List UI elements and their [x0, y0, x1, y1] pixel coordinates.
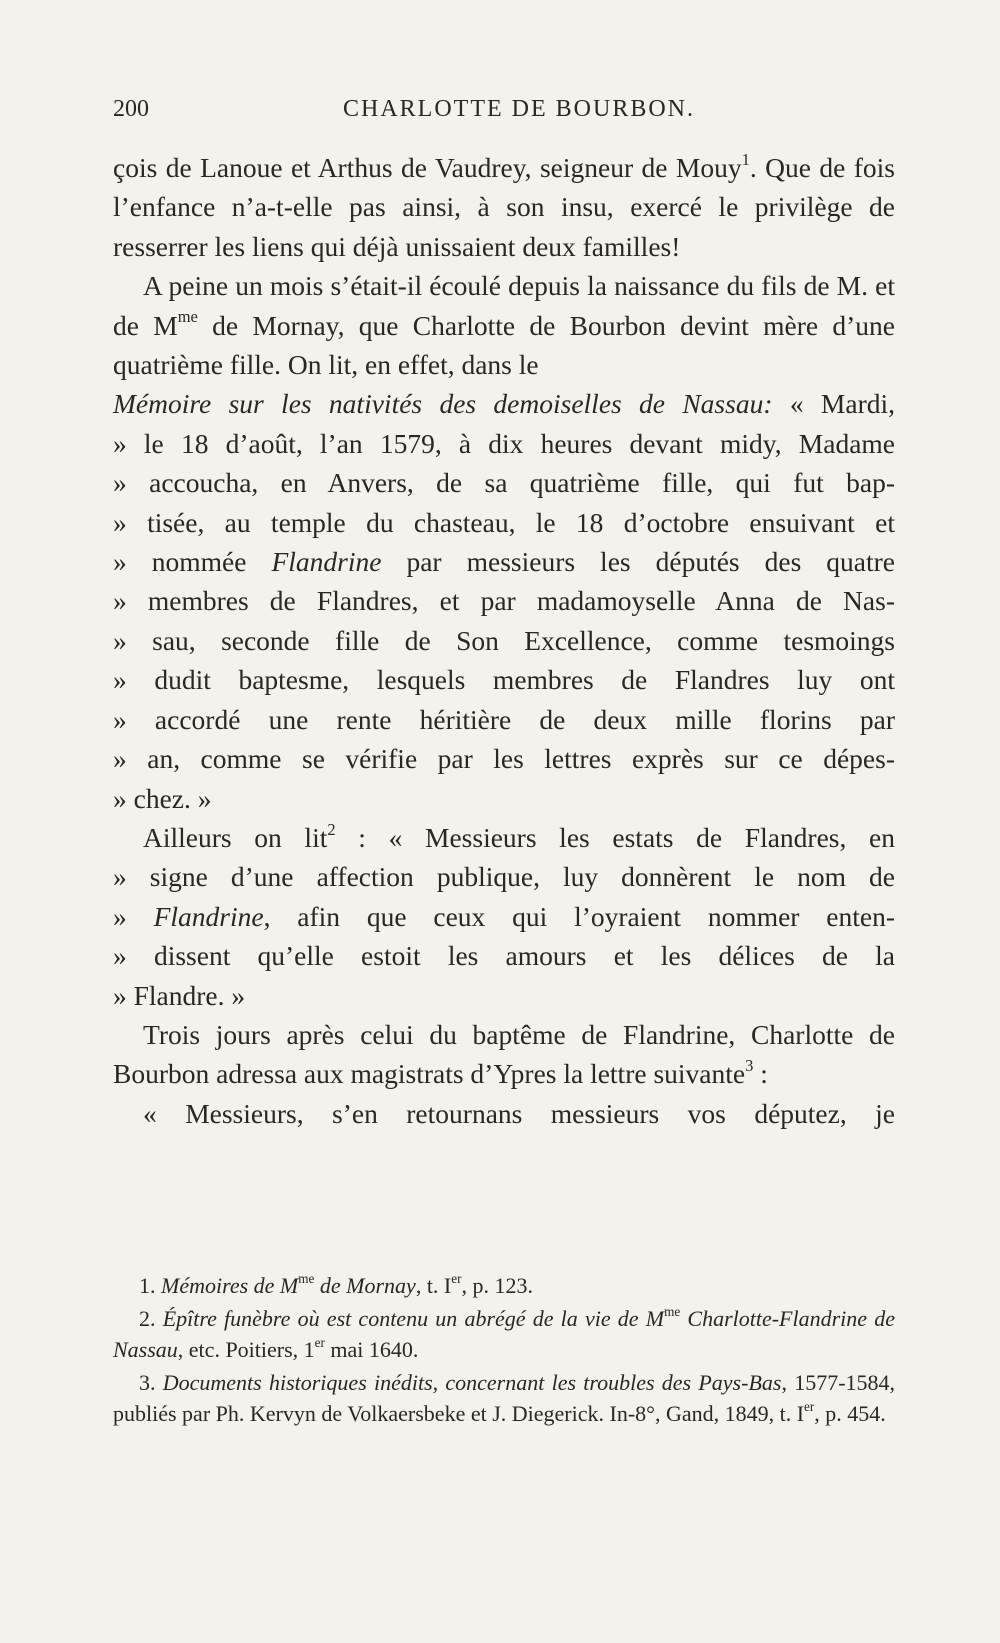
paragraph: çois de Lanoue et Arthus de Vaudrey, seigneur de Mouy$^1$. Que de fois l’enfance n’a-t-elle pas ainsi, à son insu, exercé le privilège de resserrer les liens qui déjà unissaient deux familles! [113, 149, 895, 262]
footnote: 1. Mémoires de $M^{me}$ de Mornay, t. Ier, p. 123. [139, 1270, 534, 1298]
quote-line: » nommée Flandrine par messieurs les députés des quatre [113, 546, 895, 578]
quote-line: » Flandre. » [113, 979, 246, 1011]
quote-line: » chez. » [113, 782, 212, 814]
quote-line: Mémoire sur les nativités des demoiselles de Nassau: « Mardi, [113, 388, 895, 420]
quote-line: » membres de Flandres, et par madamoyselle Anna de Nas- [113, 585, 895, 617]
paragraph: « Messieurs, s’en retournans messieurs vos députez, je [143, 1097, 895, 1129]
quote-line: » accordé une rente héritière de deux mille florins par [113, 703, 895, 735]
footnotes [113, 1270, 895, 1431]
footnote: 2. Épître funèbre où est contenu un abrégé de la vie de $M^{me}$ Charlotte-Flandrine de Nassau, etc. Poitiers, 1er mai 1640. [113, 1303, 895, 1362]
quote-line: Ailleurs on lit$^2$ : « Messieurs les estats de Flandres, en [143, 819, 895, 853]
quote-line: » dudit baptesme, lesquels membres de Flandres luy ont [113, 664, 895, 696]
paragraph: Trois jours après celui du baptême de Flandrine, Charlotte de Bourbon adressa aux magistrats d’Ypres la lettre suivante$^3$ : [113, 1018, 895, 1090]
quote-line: » signe d’une affection publique, luy donnèrent le nom de [113, 861, 895, 893]
footnote-ref: 1 [741, 149, 750, 169]
footnote-ref: 3 [745, 1056, 754, 1076]
quote-line: » le 18 d’août, l’an 1579, à dix heures devant midy, Madame [113, 427, 895, 459]
quote-line: » dissent qu’elle estoit les amours et les délices de la [113, 940, 895, 972]
page-header [113, 96, 895, 132]
quote-line: » tisée, au temple du chasteau, le 18 d’octobre ensuivant et [113, 506, 895, 538]
quote-line: » accoucha, en Anvers, de sa quatrième fille, qui fut bap- [113, 467, 895, 499]
running-title: CHARLOTTE DE BOURBON. [343, 96, 695, 122]
footnote: 3. Documents historiques inédits, concernant les troubles des Pays-Bas, 1577-1584, publiés par Ph. Kervyn de Volkaersbeke et J. Diegerick. In-8°, Gand, 1849, t. Ier, p. 454. [113, 1370, 896, 1426]
quote-line: » sau, seconde fille de Son Excellence, comme tesmoings [113, 624, 895, 656]
footnote-ref: 2 [327, 819, 336, 839]
page-number: 200 [113, 96, 149, 122]
main-text [113, 148, 895, 1133]
quote-line: » Flandrine, afin que ceux qui l’oyraient nommer enten- [113, 900, 896, 932]
quote-line: » an, comme se vérifie par les lettres exprès sur ce dépes- [113, 743, 895, 775]
paragraph: A peine un mois s’était-il écoulé depuis la naissance du fils de M. et de $M^{me}$ de Mornay, que Charlotte de Bourbon devint mère d’une quatrième fille. On lit, en effet, dans le [113, 270, 895, 381]
